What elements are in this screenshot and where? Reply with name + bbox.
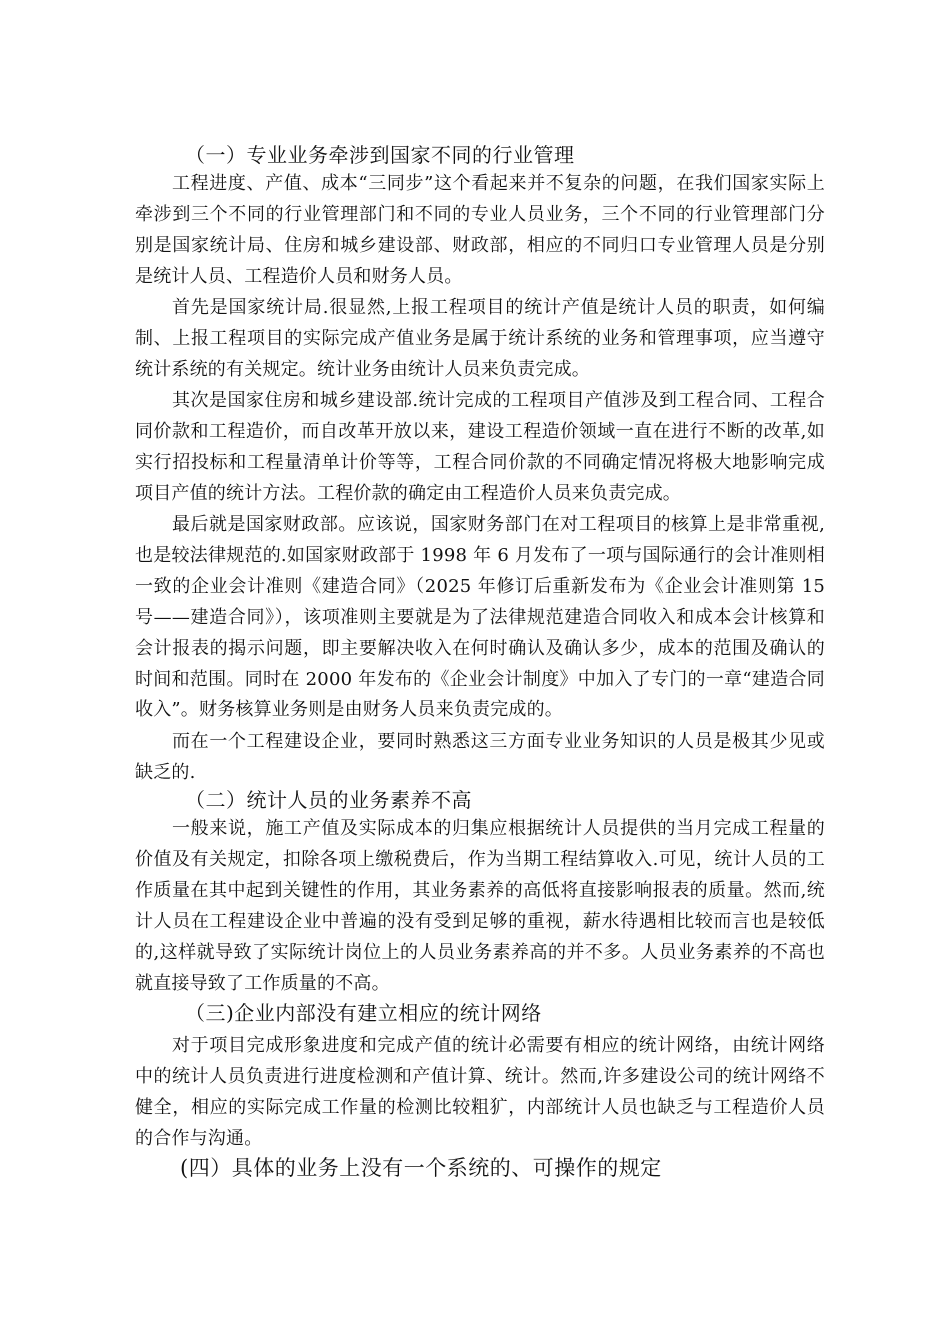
section-3-paragraph-1: 对于项目完成形象进度和完成产值的统计必需要有相应的统计网络，由统计网络中的统计人员负责进行进度检测和产值计算、统计。然而,许多建设公司的统计网络不健全，相应的实际完成工作量的检测比较粗犷，内部统计人员也缺乏与工程造价人员的合作与沟通。 (135, 1035, 825, 1149)
section-2-paragraph-1: 一般来说，施工产值及实际成本的归集应根据统计人员提供的当月完成工程量的价值及有关规定，扣除各项上缴税费后，作为当期工程结算收入.可见，统计人员的工作质量在其中起到关键性的作用，其业务素养的高低将直接影响报表的质量。然而,统计人员在工程建设企业中普遍的没有受到足够的重视，薪水待遇相比较而言也是较低的,这样就导致了实际统计岗位上的人员业务素养高的并不多。人员业务素养的不高也就直接导致了工作质量的不高。 (135, 818, 825, 994)
section-1-heading: （一）专业业务牵涉到国家不同的行业管理 (185, 143, 575, 167)
section-1-paragraph-3: 其次是国家住房和城乡建设部.统计完成的工程项目产值涉及到工程合同、工程合同价款和工程造价，而自改革开放以来，建设工程造价领域一直在进行不断的改革,如实行招投标和工程量清单计价等等，工程合同价款的不同确定情况将极大地影响完成项目产值的统计方法。工程价款的确定由工程造价人员来负责完成。 (135, 390, 825, 504)
section-1-paragraph-2: 首先是国家统计局.很显然,上报工程项目的统计产值是统计人员的职责，如何编制、上报工程项目的实际完成产值业务是属于统计系统的业务和管理事项，应当遵守统计系统的有关规定。统计业务由统计人员来负责完成。 (135, 297, 825, 380)
section-1-paragraph-5: 而在一个工程建设企业，要同时熟悉这三方面专业业务知识的人员是极其少见或缺乏的. (135, 731, 825, 783)
section-2-heading: （二）统计人员的业务素养不高 (185, 788, 472, 812)
section-3-heading: （三)企业内部没有建立相应的统计网络 (185, 1001, 542, 1025)
section-4-heading: (四）具体的业务上没有一个系统的、可操作的规定 (180, 1156, 662, 1180)
section-1-paragraph-1: 工程进度、产值、成本“三同步”这个看起来并不复杂的问题，在我们国家实际上牵涉到三个不同的行业管理部门和不同的专业人员业务，三个不同的行业管理部门分别是国家统计局、住房和城乡建设部、财政部，相应的不同归口专业管理人员是分别是统计人员、工程造价人员和财务人员。 (135, 173, 825, 287)
section-1-paragraph-4: 最后就是国家财政部。应该说，国家财务部门在对工程项目的核算上是非常重视,也是较法律规范的.如国家财政部于 1998 年 6 月发布了一项与国际通行的会计准则相一致的企业会计准则《建造合同》（2025 年修订后重新发布为《企业会计准则第 15 号——建造合同》），该项准则主要就是为了法律规范建造合同收入和成本会计核算和会计报表的揭示问题，即主要解决收入在何时确认及确认多少，成本的范围及确认的时间和范围。同时在 2000 年发布的《企业会计制度》中加入了专门的一章“建造合同收入”。财务核算业务则是由财务人员来负责完成的。 (135, 514, 825, 721)
